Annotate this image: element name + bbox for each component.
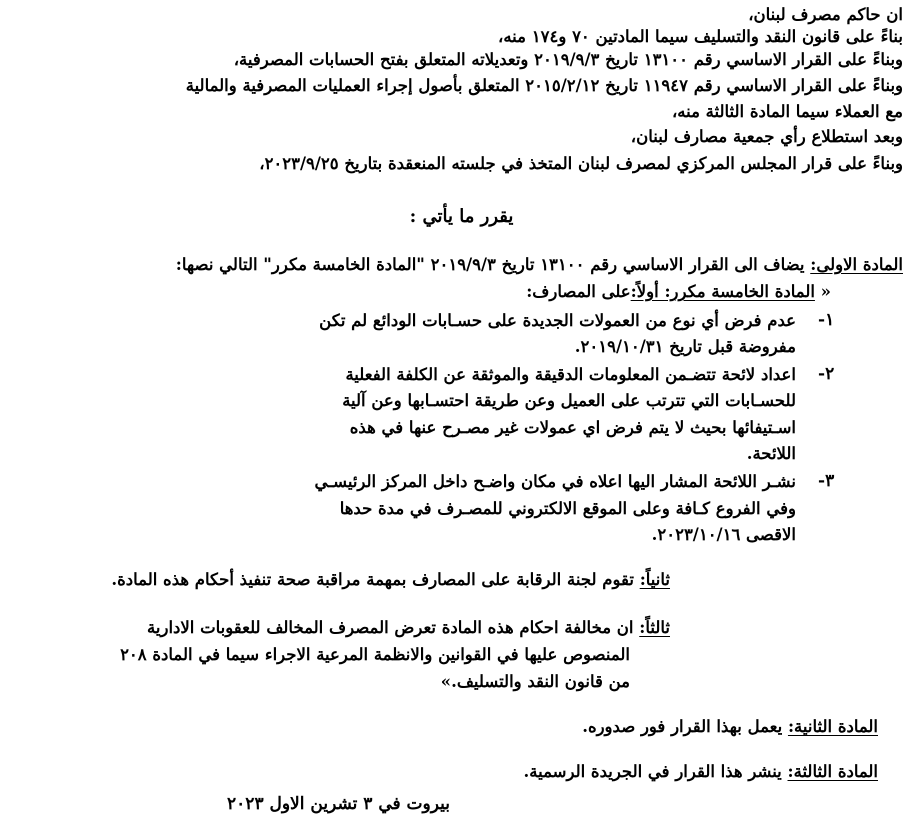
- article-1: [176, 254, 903, 276]
- item-2-line-4: اللائحة.: [746, 444, 796, 463]
- item-3-line-2: وفي الفروع كـافة وعلى الموقع الالكتروني للمصـرف في مدة حدها: [339, 499, 796, 518]
- article-1-text: يضاف الى القرار الاساسي رقم ١٣١٠٠ تاريخ ٢٠١٩/٩/٣ "المادة الخامسة مكرر" التالي نصها:: [175, 255, 811, 274]
- article-2-text: يعمل بهذا القرار فور صدوره.: [582, 717, 788, 736]
- item-2-line-3: اسـتيفائها بحيث لا يتم فرض اي عمولات غير مصـرح عنها في هذه: [349, 418, 796, 437]
- item-2-line-1: اعداد لائحة تتضـمن المعلومات الدقيقة والموثقة عن الكلفة الفعلية: [345, 365, 796, 384]
- item-1-number: ١-: [818, 310, 835, 330]
- preamble-line-1: ان حاكم مصرف لبنان،: [748, 5, 903, 24]
- second-text: تقوم لجنة الرقابة على المصارف بمهمة مراقبة صحة تنفيذ أحكام هذه المادة.: [111, 570, 640, 589]
- third-line-2: المنصوص عليها في القوانين والانظمة المرعية الاجراء سيما في المادة ٢٠٨: [120, 645, 630, 664]
- third-text: ان مخالفة احكام هذه المادة تعرض المصرف المخالف للعقوبات الادارية: [147, 618, 640, 637]
- item-2-number: ٢-: [818, 364, 835, 384]
- article-3-text: ينشر هذا القرار في الجريدة الرسمية.: [523, 762, 788, 781]
- second-label: ثانياً:: [639, 570, 670, 589]
- open-quote: «: [814, 282, 831, 301]
- item-1-line-2: مفروضة قبل تاريخ ٢٠١٩/١٠/٣١.: [574, 337, 796, 356]
- preamble-line-5: مع العملاء سيما المادة الثالثة منه،: [671, 102, 903, 121]
- article-3: [524, 761, 878, 783]
- article-1-label: المادة الاولى:: [810, 255, 903, 274]
- article-2: [582, 716, 878, 738]
- preamble-line-2: بناءً على قانون النقد والتسليف سيما المادتين ٧٠ و١٧٤ منه،: [498, 27, 903, 46]
- preamble-line-7: وبناءً على قرار المجلس المركزي لمصرف لبنان المتخذ في جلسته المنعقدة بتاريخ ٢٠٢٣/٩/٢٥،: [259, 154, 903, 173]
- item-3-number: ٣-: [818, 471, 835, 491]
- item-3-line-1: نشـر اللائحة المشار اليها اعلاه في مكان واضـح داخل المركز الرئيسـي: [314, 472, 796, 491]
- first-text: على المصارف:: [526, 282, 631, 301]
- preamble-line-3: وبناءً على القرار الاساسي رقم ١٣١٠٠ تاريخ ٢٠١٩/٩/٣ وتعديلاته المتعلق بفتح الحسابات المصرفية،: [233, 50, 903, 69]
- footer-date: بيروت في ٣ تشرين الاول ٢٠٢٣: [227, 794, 450, 814]
- second-paragraph: [111, 569, 670, 591]
- decides-heading: يقرر ما يأتي :: [409, 206, 514, 227]
- item-1-line-1: عدم فرض أي نوع من العمولات الجديدة على حسـابات الودائع لم تكن: [319, 311, 796, 330]
- third-line-3: من قانون النقد والتسليف.»: [440, 672, 630, 691]
- third-line-1: [147, 617, 670, 639]
- item-3-line-3: الاقصى ٢٠٢٣/١٠/١٦.: [651, 525, 796, 544]
- first-label: أولاً:: [630, 282, 665, 301]
- preamble-line-6: وبعد استطلاع رأي جمعية مصارف لبنان،: [630, 127, 903, 146]
- preamble-line-4: وبناءً على القرار الاساسي رقم ١١٩٤٧ تاريخ ٢٠١٥/٢/١٢ المتعلق بأصول إجراء العمليات المصرفية والمالية: [185, 76, 903, 95]
- article-3-label: المادة الثالثة:: [787, 762, 878, 781]
- article-5bis-label: المادة الخامسة مكرر:: [664, 282, 815, 301]
- article-5bis-heading: [526, 281, 831, 303]
- third-label: ثالثاً:: [639, 618, 670, 637]
- article-2-label: المادة الثانية:: [787, 717, 878, 736]
- item-2-line-2: للحسـابات التي تترتب على العميل وعن طريقة احتسـابها وعن آلية: [342, 391, 796, 410]
